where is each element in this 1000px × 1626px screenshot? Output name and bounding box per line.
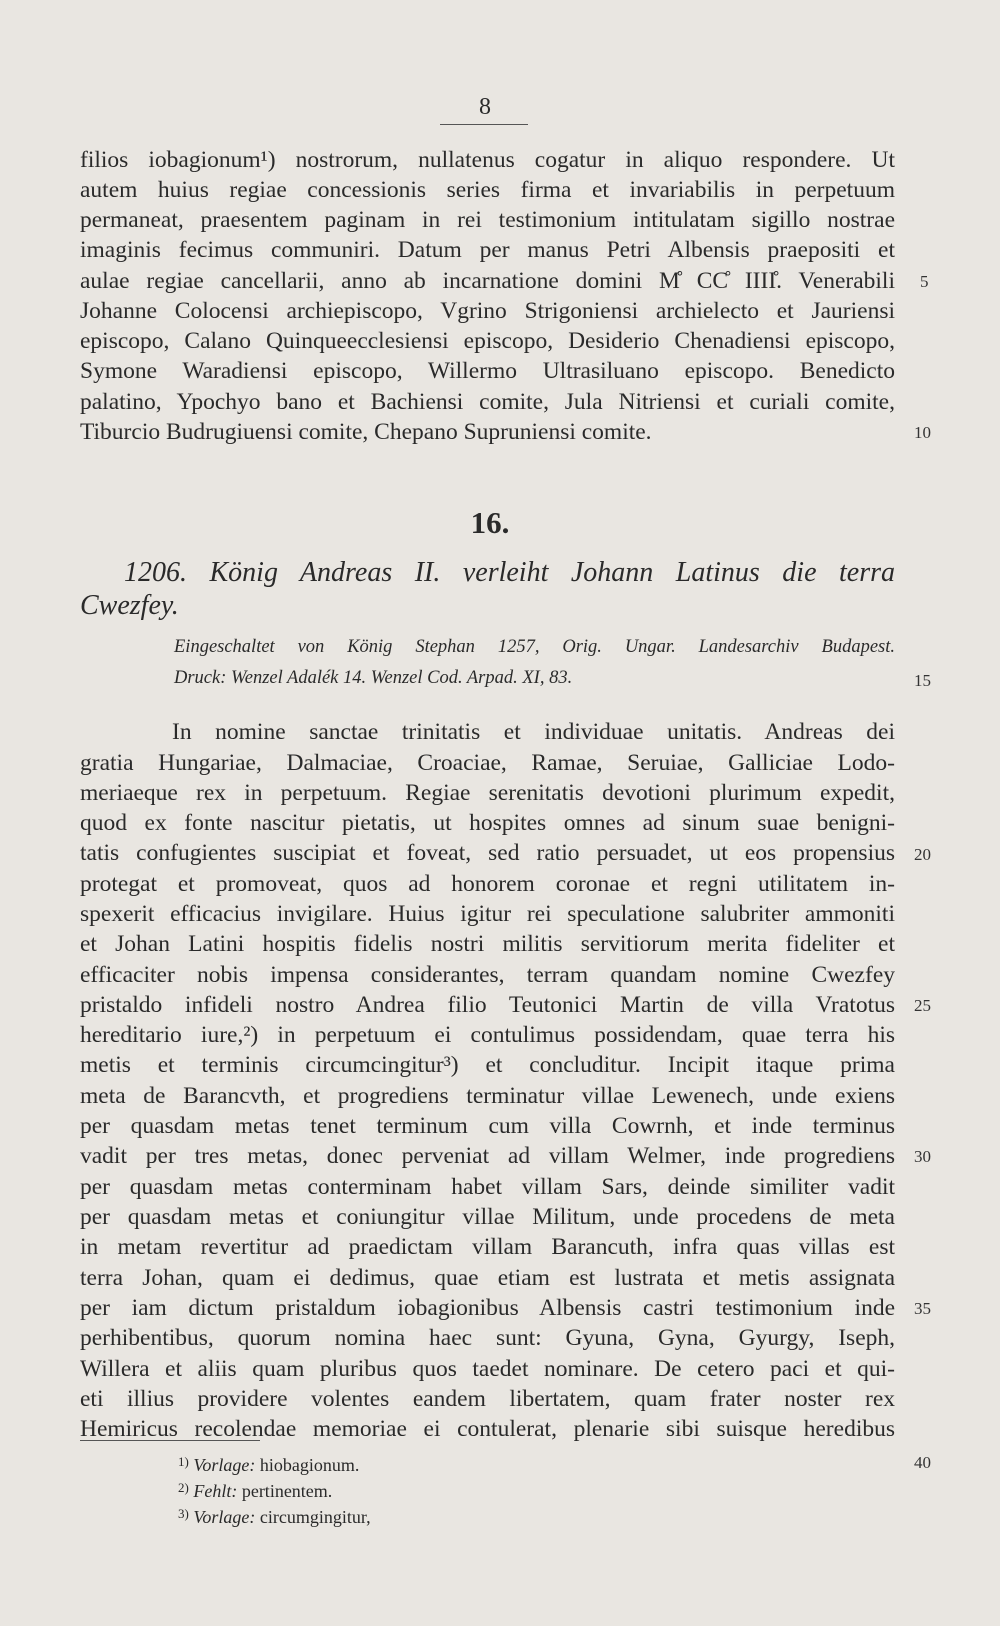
text-line: Hemiricus recolendae memoriae ei contulerat, plenarie sibi suisque heredibus — [80, 1416, 895, 1442]
document-heading-continued: Cwezfey. — [80, 590, 179, 621]
footnote-mark: 2) — [178, 1480, 189, 1495]
text-line: eti illius providere volentes eandem libertatem, quam frater noster rex — [80, 1386, 895, 1412]
text-line: spexerit efficacius invigilare. Huius igitur rei speculatione salubriter ammoniti — [80, 901, 895, 927]
text-line: meriaeque rex in perpetuum. Regiae serenitatis devotioni plurimum expedit, — [80, 780, 895, 806]
document-heading: 1206. König Andreas II. verleiht Johann Latinus die terra — [124, 557, 895, 588]
line-number: 15 — [914, 671, 931, 690]
footnote-label: Vorlage: — [193, 1455, 256, 1475]
footnote-text: circumgingitur, — [259, 1507, 371, 1527]
text-line: palatino, Ypochyo bano et Bachiensi comite, Jula Nitriensi et curiali comite, — [80, 389, 895, 415]
line-number: 30 — [914, 1147, 931, 1166]
text-line: metis et terminis circumcingitur³) et concluditur. Incipit itaque prima — [80, 1052, 895, 1078]
text-line: protegat et promoveat, quos ad honorem coronae et regni utilitatem in- — [80, 871, 895, 897]
footnote-text: pertinentem. — [241, 1481, 333, 1501]
text-line: In nomine sanctae trinitatis et individuae unitatis. Andreas dei — [172, 719, 895, 745]
text-line: quod ex fonte nascitur pietatis, ut hospites omnes ad sinum suae benigni- — [80, 810, 895, 836]
footnote — [178, 1476, 332, 1503]
footnote-label: Fehlt: — [193, 1481, 238, 1501]
page-number-rule — [440, 124, 528, 125]
text-line: Symone Waradiensi episcopo, Willermo Ultrasiluano episcopo. Benedicto — [80, 358, 895, 384]
text-line: meta de Barancvth, et progrediens terminatur villae Lewenech, unde exiens — [80, 1083, 895, 1109]
text-line: episcopo, Calano Quinqueecclesiensi episcopo, Desiderio Chenadiensi episcopo, — [80, 328, 895, 354]
source-note: Eingeschaltet von König Stephan 1257, Orig. Ungar. Landesarchiv Budapest. — [174, 637, 895, 657]
footnote-mark: 1) — [178, 1454, 189, 1469]
text-line: pristaldo infideli nostro Andrea filio Teutonici Martin de villa Vratotus — [80, 992, 895, 1018]
text-line: efficaciter nobis impensa considerantes, terram quandam nomine Cwezfey — [80, 962, 895, 988]
line-number: 20 — [914, 845, 931, 864]
footnote — [178, 1450, 359, 1477]
text-line: tatis confugientes suscipiat et foveat, sed ratio persuadet, ut eos propensius — [80, 840, 895, 866]
text-line: per quasdam metas conterminam habet villam Sars, deinde similiter vadit — [80, 1174, 895, 1200]
text-line: et Johan Latini hospitis fidelis nostri militis servitiorum merita fideliter et — [80, 931, 895, 957]
footnote — [178, 1502, 371, 1529]
text-line: perhibentibus, quorum nomina haec sunt: Gyuna, Gyna, Gyurgy, Iseph, — [80, 1325, 895, 1351]
text-line: aulae regiae cancellarii, anno ab incarnatione domini M̊ CC̊ IIII̊. Venerabili — [80, 268, 895, 294]
text-line: per iam dictum pristaldum iobagionibus Albensis castri testimonium inde — [80, 1295, 895, 1321]
text-line: hereditario iure,²) in perpetuum ei contulimus possidendam, quae terra his — [80, 1022, 895, 1048]
text-line: Johanne Colocensi archiepiscopo, Vgrino Strigoniensi archielecto et Jauriensi — [80, 298, 895, 324]
document-number: 16. — [470, 505, 510, 540]
page-number: 8 — [479, 94, 491, 120]
line-number: 5 — [920, 272, 929, 291]
text-line: vadit per tres metas, donec perveniat ad villam Welmer, inde progrediens — [80, 1143, 895, 1169]
text-line: terra Johan, quam ei dedimus, quae etiam est lustrata et metis assignata — [80, 1265, 895, 1291]
text-line: Tiburcio Budrugiuensi comite, Chepano Supruniensi comite. — [80, 419, 652, 445]
line-number: 35 — [914, 1299, 931, 1318]
footnote-mark: 3) — [178, 1506, 189, 1521]
footnote-label: Vorlage: — [193, 1507, 256, 1527]
print-reference: Druck: Wenzel Adalék 14. Wenzel Cod. Arpad. XI, 83. — [174, 668, 573, 688]
text-line: Willera et aliis quam pluribus quos taedet nominare. De cetero paci et qui- — [80, 1356, 895, 1382]
line-number: 25 — [914, 996, 931, 1015]
text-line: in metam revertitur ad praedictam villam Barancuth, infra quas villas est — [80, 1234, 895, 1260]
text-line: autem huius regiae concessionis series firma et invariabilis in perpetuum — [80, 177, 895, 203]
text-line: per quasdam metas et coniungitur villae Militum, unde procedens de meta — [80, 1204, 895, 1230]
text-line: permaneat, praesentem paginam in rei testimonium intitulatam sigillo nostrae — [80, 207, 895, 233]
text-line: imaginis fecimus communiri. Datum per manus Petri Albensis praepositi et — [80, 237, 895, 263]
text-line: gratia Hungariae, Dalmaciae, Croaciae, Ramae, Seruiae, Galliciae Lodo- — [80, 750, 895, 776]
text-line: filios iobagionum¹) nostrorum, nullatenus cogatur in aliquo respondere. Ut — [80, 147, 895, 173]
footnote-rule — [80, 1440, 260, 1441]
line-number: 10 — [914, 423, 931, 442]
line-number: 40 — [914, 1453, 931, 1472]
footnote-text: hiobagionum. — [259, 1455, 360, 1475]
text-line: per quasdam metas tenet terminum cum villa Cowrnh, et inde terminus — [80, 1113, 895, 1139]
